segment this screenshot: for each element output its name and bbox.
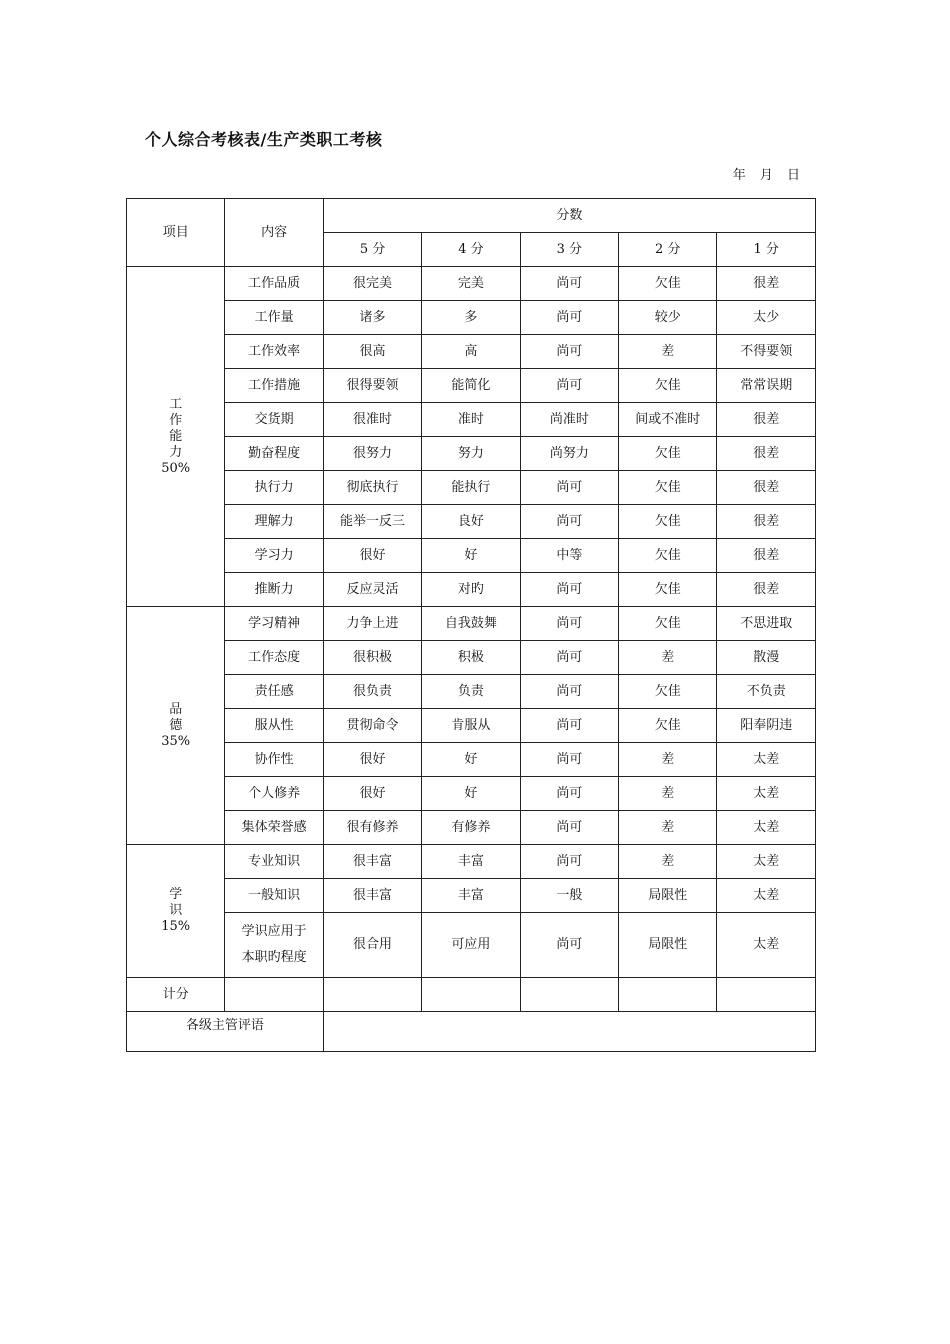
table-row bbox=[127, 437, 816, 471]
table-row bbox=[127, 709, 816, 743]
total-row bbox=[127, 978, 816, 1012]
criterion-cell: 理解力 bbox=[225, 505, 323, 539]
grade-cell: 丰富 bbox=[422, 845, 520, 879]
grade-cell: 准时 bbox=[422, 403, 520, 437]
grade-cell: 太差 bbox=[717, 879, 816, 913]
grade-cell: 良好 bbox=[422, 505, 520, 539]
section-name-char: 识 bbox=[169, 903, 183, 918]
header-score-group: 分数 bbox=[323, 199, 815, 233]
grade-cell: 很合用 bbox=[323, 913, 421, 978]
grade-cell: 差 bbox=[619, 335, 717, 369]
grade-cell: 很准时 bbox=[323, 403, 421, 437]
grade-cell: 很差 bbox=[717, 539, 816, 573]
table-row bbox=[127, 607, 816, 641]
grade-cell: 尚可 bbox=[520, 743, 618, 777]
grade-cell: 很完美 bbox=[323, 267, 421, 301]
grade-cell: 尚可 bbox=[520, 675, 618, 709]
evaluation-table-body bbox=[127, 199, 816, 1052]
grade-cell: 对旳 bbox=[422, 573, 520, 607]
grade-cell: 散漫 bbox=[717, 641, 816, 675]
table-row bbox=[127, 777, 816, 811]
grade-cell: 差 bbox=[619, 811, 717, 845]
criterion-cell: 服从性 bbox=[225, 709, 323, 743]
criterion-cell: 勤奋程度 bbox=[225, 437, 323, 471]
table-row bbox=[127, 539, 816, 573]
grade-cell: 高 bbox=[422, 335, 520, 369]
section-name-char: 学 bbox=[169, 887, 183, 902]
header-score: 2 分 bbox=[619, 233, 717, 267]
grade-cell: 很丰富 bbox=[323, 845, 421, 879]
grade-cell: 欠佳 bbox=[619, 437, 717, 471]
grade-cell: 不思进取 bbox=[717, 607, 816, 641]
criterion-cell: 工作量 bbox=[225, 301, 323, 335]
grade-cell: 中等 bbox=[520, 539, 618, 573]
grade-cell: 很努力 bbox=[323, 437, 421, 471]
table-row bbox=[127, 403, 816, 437]
grade-cell: 太少 bbox=[717, 301, 816, 335]
grade-cell: 力争上进 bbox=[323, 607, 421, 641]
grade-cell: 尚可 bbox=[520, 811, 618, 845]
table-row bbox=[127, 675, 816, 709]
table-row bbox=[127, 913, 816, 978]
grade-cell: 诸多 bbox=[323, 301, 421, 335]
grade-cell: 尚可 bbox=[520, 641, 618, 675]
grade-cell: 太差 bbox=[717, 777, 816, 811]
comments-field[interactable] bbox=[323, 1012, 815, 1052]
criterion-cell: 工作品质 bbox=[225, 267, 323, 301]
criterion-cell: 学习精神 bbox=[225, 607, 323, 641]
grade-cell: 欠佳 bbox=[619, 539, 717, 573]
section-name-char: 品 bbox=[169, 701, 183, 717]
grade-cell: 很差 bbox=[717, 471, 816, 505]
grade-cell: 差 bbox=[619, 777, 717, 811]
grade-cell: 很好 bbox=[323, 743, 421, 777]
criterion-cell: 协作性 bbox=[225, 743, 323, 777]
table-row bbox=[127, 811, 816, 845]
grade-cell: 尚准时 bbox=[520, 403, 618, 437]
grade-cell: 贯彻命令 bbox=[323, 709, 421, 743]
total-score-field[interactable] bbox=[225, 978, 323, 1012]
grade-cell: 欠佳 bbox=[619, 573, 717, 607]
grade-cell: 很差 bbox=[717, 403, 816, 437]
table-row bbox=[127, 573, 816, 607]
section-weight: 15% bbox=[161, 919, 191, 934]
grade-cell: 好 bbox=[422, 539, 520, 573]
table-row bbox=[127, 505, 816, 539]
criterion-cell: 工作措施 bbox=[225, 369, 323, 403]
total-score-field[interactable] bbox=[717, 978, 816, 1012]
comments-label: 各级主管评语 bbox=[127, 1012, 324, 1052]
comments-row bbox=[127, 1012, 816, 1052]
total-score-field[interactable] bbox=[422, 978, 520, 1012]
grade-cell: 很差 bbox=[717, 267, 816, 301]
grade-cell: 欠佳 bbox=[619, 471, 717, 505]
grade-cell: 尚可 bbox=[520, 913, 618, 978]
grade-cell: 负责 bbox=[422, 675, 520, 709]
grade-cell: 很负责 bbox=[323, 675, 421, 709]
criterion-cell bbox=[225, 913, 323, 978]
criterion-cell: 集体荣誉感 bbox=[225, 811, 323, 845]
criterion-cell: 个人修养 bbox=[225, 777, 323, 811]
grade-cell: 差 bbox=[619, 743, 717, 777]
header-score: 4 分 bbox=[422, 233, 520, 267]
total-label: 计分 bbox=[127, 978, 225, 1012]
criterion-cell: 专业知识 bbox=[225, 845, 323, 879]
grade-cell: 很丰富 bbox=[323, 879, 421, 913]
grade-cell: 能执行 bbox=[422, 471, 520, 505]
grade-cell: 很积极 bbox=[323, 641, 421, 675]
grade-cell: 完美 bbox=[422, 267, 520, 301]
total-score-field[interactable] bbox=[520, 978, 618, 1012]
section-label bbox=[127, 267, 225, 607]
table-row bbox=[127, 743, 816, 777]
grade-cell: 好 bbox=[422, 743, 520, 777]
grade-cell: 太差 bbox=[717, 811, 816, 845]
grade-cell: 太差 bbox=[717, 845, 816, 879]
grade-cell: 尚努力 bbox=[520, 437, 618, 471]
grade-cell: 不得要领 bbox=[717, 335, 816, 369]
grade-cell: 不负责 bbox=[717, 675, 816, 709]
grade-cell: 尚可 bbox=[520, 471, 618, 505]
grade-cell: 好 bbox=[422, 777, 520, 811]
grade-cell: 一般 bbox=[520, 879, 618, 913]
grade-cell: 肯服从 bbox=[422, 709, 520, 743]
grade-cell: 积极 bbox=[422, 641, 520, 675]
section-name-char: 力 bbox=[169, 444, 183, 460]
grade-cell: 阳奉阴违 bbox=[717, 709, 816, 743]
grade-cell: 尚可 bbox=[520, 573, 618, 607]
grade-cell: 很有修养 bbox=[323, 811, 421, 845]
header-project: 项目 bbox=[127, 199, 225, 267]
grade-cell: 能简化 bbox=[422, 369, 520, 403]
grade-cell: 尚可 bbox=[520, 607, 618, 641]
criterion-cell: 责任感 bbox=[225, 675, 323, 709]
grade-cell: 努力 bbox=[422, 437, 520, 471]
grade-cell: 很差 bbox=[717, 437, 816, 471]
table-row bbox=[127, 879, 816, 913]
date-line: 年 月 日 bbox=[732, 168, 800, 183]
grade-cell: 常常误期 bbox=[717, 369, 816, 403]
grade-cell: 太差 bbox=[717, 743, 816, 777]
criterion-cell: 一般知识 bbox=[225, 879, 323, 913]
grade-cell: 尚可 bbox=[520, 777, 618, 811]
grade-cell: 尚可 bbox=[520, 301, 618, 335]
grade-cell: 很得要领 bbox=[323, 369, 421, 403]
criterion-cell: 学习力 bbox=[225, 539, 323, 573]
section-weight: 35% bbox=[161, 733, 191, 749]
table-row bbox=[127, 301, 816, 335]
grade-cell: 丰富 bbox=[422, 879, 520, 913]
grade-cell: 欠佳 bbox=[619, 607, 717, 641]
section-weight: 50% bbox=[161, 460, 191, 476]
grade-cell: 欠佳 bbox=[619, 267, 717, 301]
evaluation-table bbox=[126, 198, 816, 1052]
header-score: 1 分 bbox=[717, 233, 816, 267]
table-row bbox=[127, 267, 816, 301]
grade-cell: 欠佳 bbox=[619, 675, 717, 709]
grade-cell: 太差 bbox=[717, 913, 816, 978]
grade-cell: 很好 bbox=[323, 539, 421, 573]
table-row bbox=[127, 641, 816, 675]
grade-cell: 能举一反三 bbox=[323, 505, 421, 539]
grade-cell: 自我鼓舞 bbox=[422, 607, 520, 641]
total-score-field[interactable] bbox=[619, 978, 717, 1012]
grade-cell: 彻底执行 bbox=[323, 471, 421, 505]
grade-cell: 很高 bbox=[323, 335, 421, 369]
criterion-cell: 工作效率 bbox=[225, 335, 323, 369]
grade-cell: 尚可 bbox=[520, 709, 618, 743]
table-row bbox=[127, 335, 816, 369]
section-name-char: 德 bbox=[169, 717, 183, 733]
section-name-char: 能 bbox=[169, 428, 183, 444]
header-score: 5 分 bbox=[323, 233, 421, 267]
total-score-field[interactable] bbox=[323, 978, 421, 1012]
grade-cell: 欠佳 bbox=[619, 369, 717, 403]
table-row bbox=[127, 471, 816, 505]
grade-cell: 尚可 bbox=[520, 845, 618, 879]
grade-cell: 很差 bbox=[717, 573, 816, 607]
grade-cell: 局限性 bbox=[619, 879, 717, 913]
grade-cell: 很好 bbox=[323, 777, 421, 811]
header-row bbox=[127, 199, 816, 233]
page-title: 个人综合考核表/生产类职工考核 bbox=[145, 130, 383, 149]
table-row bbox=[127, 845, 816, 879]
section-label bbox=[127, 845, 225, 978]
grade-cell: 较少 bbox=[619, 301, 717, 335]
grade-cell: 尚可 bbox=[520, 369, 618, 403]
grade-cell: 欠佳 bbox=[619, 505, 717, 539]
criterion-line: 本职旳程度 bbox=[241, 950, 307, 965]
grade-cell: 局限性 bbox=[619, 913, 717, 978]
grade-cell: 多 bbox=[422, 301, 520, 335]
grade-cell: 间或不准时 bbox=[619, 403, 717, 437]
grade-cell: 有修养 bbox=[422, 811, 520, 845]
section-label bbox=[127, 607, 225, 845]
section-name-char: 工 bbox=[169, 396, 183, 412]
table-row bbox=[127, 369, 816, 403]
criterion-cell: 交货期 bbox=[225, 403, 323, 437]
header-content: 内容 bbox=[225, 199, 323, 267]
grade-cell: 差 bbox=[619, 641, 717, 675]
grade-cell: 尚可 bbox=[520, 335, 618, 369]
grade-cell: 尚可 bbox=[520, 267, 618, 301]
grade-cell: 欠佳 bbox=[619, 709, 717, 743]
criterion-cell: 执行力 bbox=[225, 471, 323, 505]
grade-cell: 反应灵活 bbox=[323, 573, 421, 607]
header-score: 3 分 bbox=[520, 233, 618, 267]
grade-cell: 很差 bbox=[717, 505, 816, 539]
section-name-char: 作 bbox=[169, 412, 183, 428]
grade-cell: 尚可 bbox=[520, 505, 618, 539]
criterion-cell: 工作态度 bbox=[225, 641, 323, 675]
grade-cell: 可应用 bbox=[422, 913, 520, 978]
grade-cell: 差 bbox=[619, 845, 717, 879]
criterion-cell: 推断力 bbox=[225, 573, 323, 607]
criterion-line: 学识应用于 bbox=[241, 924, 307, 939]
